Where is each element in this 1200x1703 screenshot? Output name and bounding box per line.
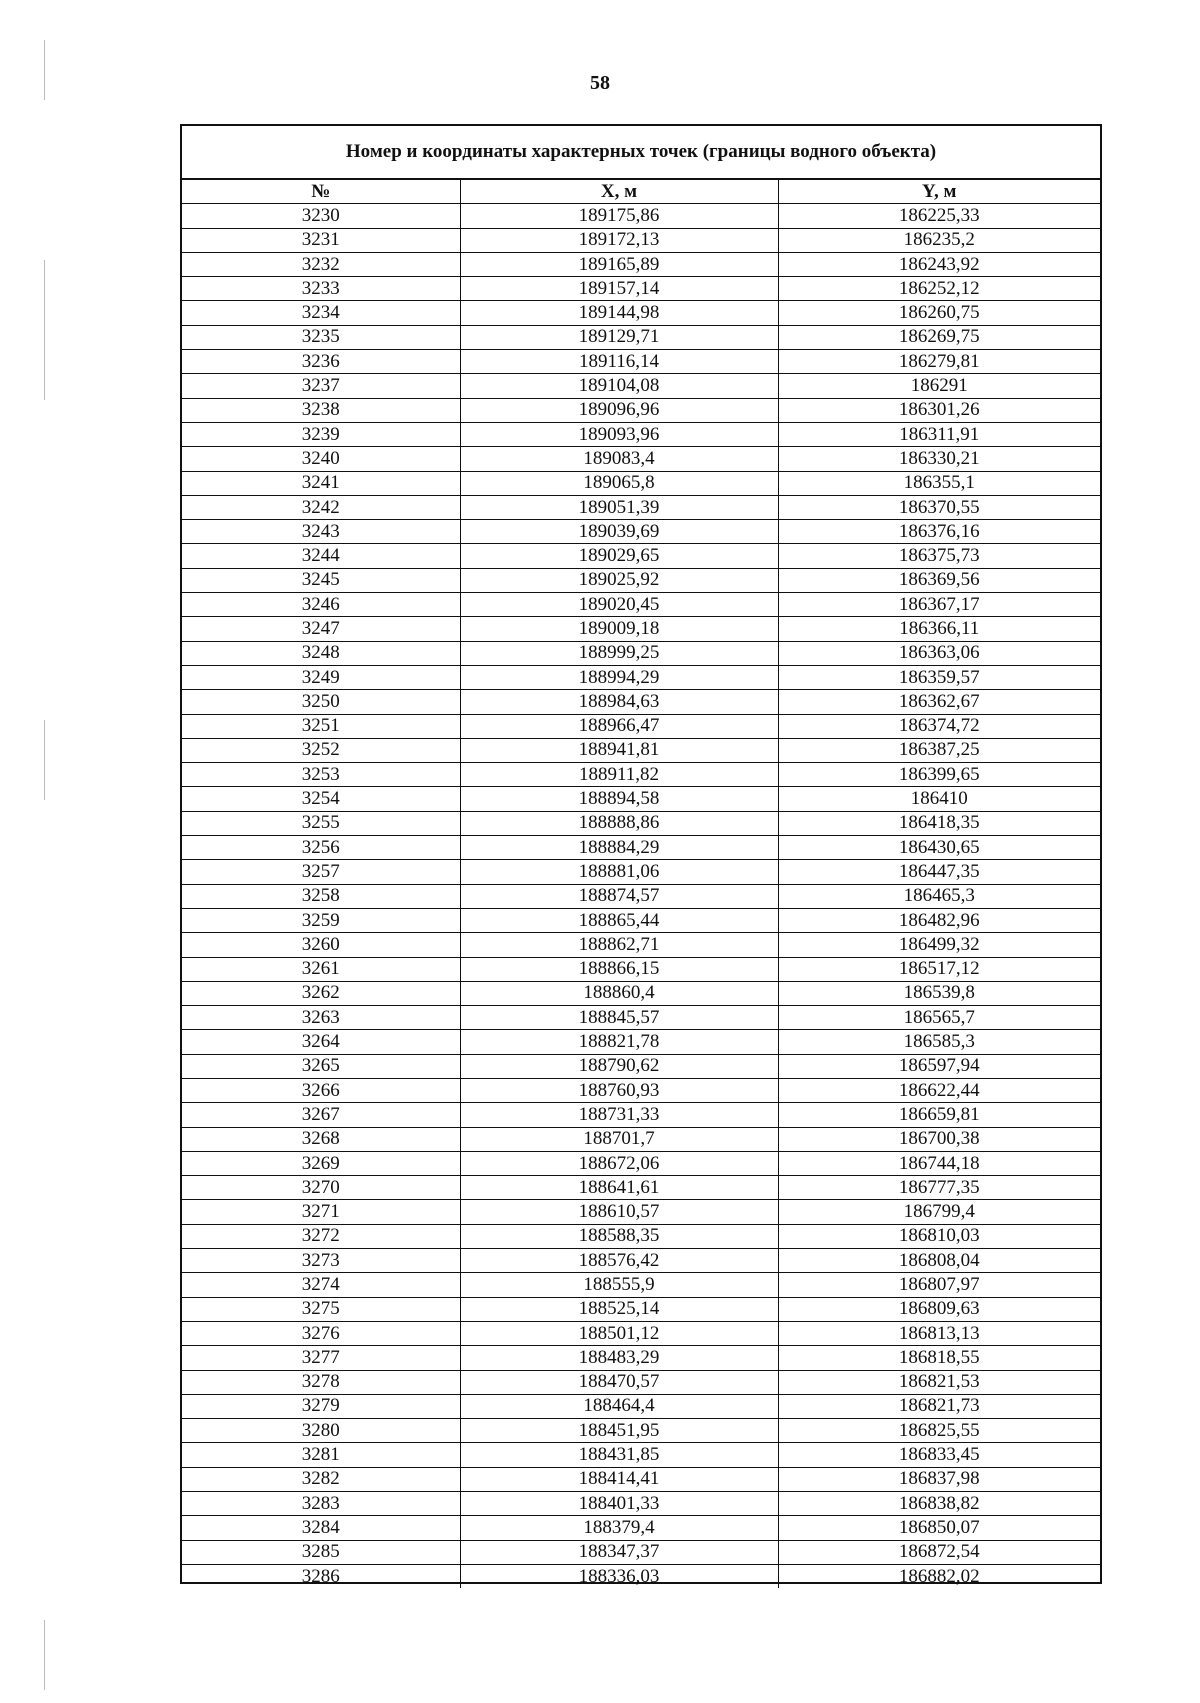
table-row <box>182 787 1100 811</box>
table-row <box>182 1078 1100 1102</box>
column-header-number: № <box>182 180 460 204</box>
cell-y: 186517,12 <box>778 957 1100 981</box>
cell-y: 186810,03 <box>778 1224 1100 1248</box>
cell-x: 188701,7 <box>460 1127 778 1151</box>
cell-y: 186362,67 <box>778 690 1100 714</box>
cell-number: 3241 <box>182 471 460 495</box>
cell-y: 186597,94 <box>778 1054 1100 1078</box>
table-row <box>182 811 1100 835</box>
table-row <box>182 1346 1100 1370</box>
cell-y: 186808,04 <box>778 1249 1100 1273</box>
cell-x: 189039,69 <box>460 520 778 544</box>
cell-x: 188881,06 <box>460 860 778 884</box>
cell-y: 186809,63 <box>778 1297 1100 1321</box>
cell-x: 188641,61 <box>460 1176 778 1200</box>
cell-number: 3268 <box>182 1127 460 1151</box>
cell-number: 3273 <box>182 1249 460 1273</box>
table-row <box>182 447 1100 471</box>
cell-number: 3252 <box>182 738 460 762</box>
cell-x: 189116,14 <box>460 350 778 374</box>
table-header-row <box>182 180 1100 204</box>
cell-y: 186585,3 <box>778 1030 1100 1054</box>
cell-x: 188464,4 <box>460 1394 778 1418</box>
cell-number: 3278 <box>182 1370 460 1394</box>
table-row <box>182 350 1100 374</box>
cell-x: 189157,14 <box>460 277 778 301</box>
cell-number: 3237 <box>182 374 460 398</box>
cell-number: 3264 <box>182 1030 460 1054</box>
cell-number: 3272 <box>182 1224 460 1248</box>
cell-y: 186833,45 <box>778 1443 1100 1467</box>
cell-x: 188483,29 <box>460 1346 778 1370</box>
cell-number: 3259 <box>182 908 460 932</box>
cell-x: 188862,71 <box>460 933 778 957</box>
table-row <box>182 568 1100 592</box>
table-row <box>182 301 1100 325</box>
cell-y: 186818,55 <box>778 1346 1100 1370</box>
table-row <box>182 204 1100 228</box>
cell-x: 188379,4 <box>460 1516 778 1540</box>
cell-x: 188966,47 <box>460 714 778 738</box>
table-row <box>182 228 1100 252</box>
cell-y: 186872,54 <box>778 1540 1100 1564</box>
cell-y: 186370,55 <box>778 495 1100 519</box>
cell-y: 186359,57 <box>778 665 1100 689</box>
cell-number: 3265 <box>182 1054 460 1078</box>
cell-y: 186821,73 <box>778 1394 1100 1418</box>
cell-x: 188610,57 <box>460 1200 778 1224</box>
cell-y: 186465,3 <box>778 884 1100 908</box>
cell-y: 186410 <box>778 787 1100 811</box>
cell-y: 186376,16 <box>778 520 1100 544</box>
table-row <box>182 981 1100 1005</box>
cell-x: 188501,12 <box>460 1321 778 1345</box>
cell-y: 186882,02 <box>778 1564 1100 1588</box>
cell-x: 188401,33 <box>460 1492 778 1516</box>
table-row <box>182 1200 1100 1224</box>
cell-y: 186387,25 <box>778 738 1100 762</box>
cell-y: 186838,82 <box>778 1492 1100 1516</box>
table-row <box>182 763 1100 787</box>
cell-x: 188760,93 <box>460 1078 778 1102</box>
table-row <box>182 860 1100 884</box>
cell-y: 186225,33 <box>778 204 1100 228</box>
table-row <box>182 1273 1100 1297</box>
cell-number: 3254 <box>182 787 460 811</box>
cell-x: 189029,65 <box>460 544 778 568</box>
table-row <box>182 641 1100 665</box>
cell-number: 3236 <box>182 350 460 374</box>
cell-number: 3262 <box>182 981 460 1005</box>
table-row <box>182 908 1100 932</box>
cell-number: 3269 <box>182 1151 460 1175</box>
cell-number: 3253 <box>182 763 460 787</box>
table-row <box>182 1564 1100 1588</box>
cell-x: 188731,33 <box>460 1103 778 1127</box>
cell-x: 189083,4 <box>460 447 778 471</box>
table-row <box>182 1394 1100 1418</box>
table-row <box>182 495 1100 519</box>
table-row <box>182 1467 1100 1491</box>
table-row <box>182 1443 1100 1467</box>
table-row <box>182 1492 1100 1516</box>
table-row <box>182 1006 1100 1030</box>
cell-number: 3245 <box>182 568 460 592</box>
cell-y: 186399,65 <box>778 763 1100 787</box>
cell-x: 188821,78 <box>460 1030 778 1054</box>
table-row <box>182 665 1100 689</box>
cell-number: 3267 <box>182 1103 460 1127</box>
table-row <box>182 252 1100 276</box>
cell-x: 188860,4 <box>460 981 778 1005</box>
cell-y: 186252,12 <box>778 277 1100 301</box>
cell-x: 188894,58 <box>460 787 778 811</box>
table-row <box>182 933 1100 957</box>
cell-number: 3239 <box>182 422 460 446</box>
cell-y: 186291 <box>778 374 1100 398</box>
table-row <box>182 544 1100 568</box>
cell-x: 189096,96 <box>460 398 778 422</box>
cell-number: 3279 <box>182 1394 460 1418</box>
cell-number: 3274 <box>182 1273 460 1297</box>
cell-x: 188588,35 <box>460 1224 778 1248</box>
cell-x: 189065,8 <box>460 471 778 495</box>
cell-number: 3230 <box>182 204 460 228</box>
cell-number: 3266 <box>182 1078 460 1102</box>
cell-number: 3258 <box>182 884 460 908</box>
cell-y: 186375,73 <box>778 544 1100 568</box>
table-row <box>182 957 1100 981</box>
cell-number: 3271 <box>182 1200 460 1224</box>
cell-y: 186777,35 <box>778 1176 1100 1200</box>
cell-x: 189175,86 <box>460 204 778 228</box>
table-row <box>182 1054 1100 1078</box>
cell-x: 188414,41 <box>460 1467 778 1491</box>
cell-number: 3232 <box>182 252 460 276</box>
cell-y: 186539,8 <box>778 981 1100 1005</box>
table-row <box>182 714 1100 738</box>
table-row <box>182 422 1100 446</box>
cell-y: 186837,98 <box>778 1467 1100 1491</box>
cell-y: 186744,18 <box>778 1151 1100 1175</box>
cell-x: 188999,25 <box>460 641 778 665</box>
cell-x: 189051,39 <box>460 495 778 519</box>
table-row <box>182 1151 1100 1175</box>
cell-y: 186622,44 <box>778 1078 1100 1102</box>
cell-x: 188866,15 <box>460 957 778 981</box>
cell-x: 188470,57 <box>460 1370 778 1394</box>
cell-number: 3281 <box>182 1443 460 1467</box>
coordinates-table <box>182 180 1100 1588</box>
cell-y: 186499,32 <box>778 933 1100 957</box>
cell-number: 3231 <box>182 228 460 252</box>
cell-y: 186235,2 <box>778 228 1100 252</box>
cell-x: 189093,96 <box>460 422 778 446</box>
table-row <box>182 1321 1100 1345</box>
cell-number: 3257 <box>182 860 460 884</box>
scan-edge-mark <box>44 1620 45 1690</box>
table-row <box>182 1516 1100 1540</box>
cell-y: 186301,26 <box>778 398 1100 422</box>
cell-number: 3242 <box>182 495 460 519</box>
table-row <box>182 1370 1100 1394</box>
cell-number: 3275 <box>182 1297 460 1321</box>
cell-y: 186430,65 <box>778 836 1100 860</box>
cell-y: 186260,75 <box>778 301 1100 325</box>
table-row <box>182 884 1100 908</box>
cell-number: 3277 <box>182 1346 460 1370</box>
cell-y: 186367,17 <box>778 593 1100 617</box>
cell-number: 3260 <box>182 933 460 957</box>
cell-x: 188525,14 <box>460 1297 778 1321</box>
cell-number: 3282 <box>182 1467 460 1491</box>
cell-y: 186243,92 <box>778 252 1100 276</box>
cell-number: 3234 <box>182 301 460 325</box>
cell-x: 188865,44 <box>460 908 778 932</box>
table-row <box>182 690 1100 714</box>
cell-x: 188888,86 <box>460 811 778 835</box>
table-row <box>182 520 1100 544</box>
cell-number: 3240 <box>182 447 460 471</box>
cell-y: 186850,07 <box>778 1516 1100 1540</box>
table-title: Номер и координаты характерных точек (границы водного объекта) <box>182 126 1100 180</box>
cell-x: 189020,45 <box>460 593 778 617</box>
cell-number: 3283 <box>182 1492 460 1516</box>
cell-y: 186363,06 <box>778 641 1100 665</box>
cell-number: 3261 <box>182 957 460 981</box>
table-row <box>182 1419 1100 1443</box>
table-row <box>182 1540 1100 1564</box>
cell-y: 186366,11 <box>778 617 1100 641</box>
table-row <box>182 1224 1100 1248</box>
cell-x: 188874,57 <box>460 884 778 908</box>
cell-x: 189144,98 <box>460 301 778 325</box>
cell-x: 188994,29 <box>460 665 778 689</box>
cell-number: 3235 <box>182 325 460 349</box>
cell-number: 3248 <box>182 641 460 665</box>
cell-x: 188451,95 <box>460 1419 778 1443</box>
cell-x: 188790,62 <box>460 1054 778 1078</box>
cell-y: 186565,7 <box>778 1006 1100 1030</box>
page-number: 58 <box>590 72 610 94</box>
cell-number: 3250 <box>182 690 460 714</box>
cell-y: 186279,81 <box>778 350 1100 374</box>
cell-x: 189129,71 <box>460 325 778 349</box>
cell-number: 3280 <box>182 1419 460 1443</box>
cell-y: 186821,53 <box>778 1370 1100 1394</box>
table-row <box>182 398 1100 422</box>
cell-x: 189104,08 <box>460 374 778 398</box>
cell-y: 186807,97 <box>778 1273 1100 1297</box>
cell-number: 3255 <box>182 811 460 835</box>
cell-x: 188884,29 <box>460 836 778 860</box>
cell-x: 188984,63 <box>460 690 778 714</box>
cell-number: 3246 <box>182 593 460 617</box>
cell-number: 3270 <box>182 1176 460 1200</box>
cell-y: 186799,4 <box>778 1200 1100 1224</box>
cell-number: 3233 <box>182 277 460 301</box>
cell-x: 189009,18 <box>460 617 778 641</box>
cell-x: 188941,81 <box>460 738 778 762</box>
cell-x: 189165,89 <box>460 252 778 276</box>
cell-y: 186418,35 <box>778 811 1100 835</box>
cell-x: 189025,92 <box>460 568 778 592</box>
cell-x: 188672,06 <box>460 1151 778 1175</box>
cell-number: 3286 <box>182 1564 460 1588</box>
cell-y: 186482,96 <box>778 908 1100 932</box>
cell-x: 188911,82 <box>460 763 778 787</box>
cell-x: 188845,57 <box>460 1006 778 1030</box>
cell-x: 188555,9 <box>460 1273 778 1297</box>
cell-y: 186355,1 <box>778 471 1100 495</box>
cell-number: 3244 <box>182 544 460 568</box>
table-row <box>182 1127 1100 1151</box>
cell-x: 188336,03 <box>460 1564 778 1588</box>
column-header-y: Y, м <box>778 180 1100 204</box>
cell-x: 189172,13 <box>460 228 778 252</box>
table-row <box>182 1297 1100 1321</box>
cell-y: 186374,72 <box>778 714 1100 738</box>
table-row <box>182 738 1100 762</box>
table-row <box>182 1176 1100 1200</box>
cell-number: 3243 <box>182 520 460 544</box>
cell-x: 188576,42 <box>460 1249 778 1273</box>
cell-y: 186311,91 <box>778 422 1100 446</box>
table-row <box>182 1103 1100 1127</box>
cell-y: 186659,81 <box>778 1103 1100 1127</box>
cell-number: 3263 <box>182 1006 460 1030</box>
cell-y: 186447,35 <box>778 860 1100 884</box>
cell-number: 3284 <box>182 1516 460 1540</box>
cell-x: 188431,85 <box>460 1443 778 1467</box>
cell-y: 186269,75 <box>778 325 1100 349</box>
scan-edge-mark <box>44 260 45 400</box>
column-header-x: X, м <box>460 180 778 204</box>
cell-y: 186330,21 <box>778 447 1100 471</box>
cell-x: 188347,37 <box>460 1540 778 1564</box>
cell-number: 3285 <box>182 1540 460 1564</box>
scan-edge-mark <box>44 720 45 800</box>
cell-number: 3256 <box>182 836 460 860</box>
cell-y: 186700,38 <box>778 1127 1100 1151</box>
cell-number: 3249 <box>182 665 460 689</box>
table-row <box>182 617 1100 641</box>
cell-number: 3247 <box>182 617 460 641</box>
table-row <box>182 471 1100 495</box>
table-row <box>182 374 1100 398</box>
table-row <box>182 836 1100 860</box>
cell-y: 186369,56 <box>778 568 1100 592</box>
table-row <box>182 1030 1100 1054</box>
cell-number: 3251 <box>182 714 460 738</box>
coordinates-table-frame <box>180 124 1102 1587</box>
table-row <box>182 1249 1100 1273</box>
table-row <box>182 277 1100 301</box>
cell-y: 186825,55 <box>778 1419 1100 1443</box>
cell-y: 186813,13 <box>778 1321 1100 1345</box>
table-row <box>182 593 1100 617</box>
table-row <box>182 325 1100 349</box>
cell-number: 3276 <box>182 1321 460 1345</box>
cell-number: 3238 <box>182 398 460 422</box>
